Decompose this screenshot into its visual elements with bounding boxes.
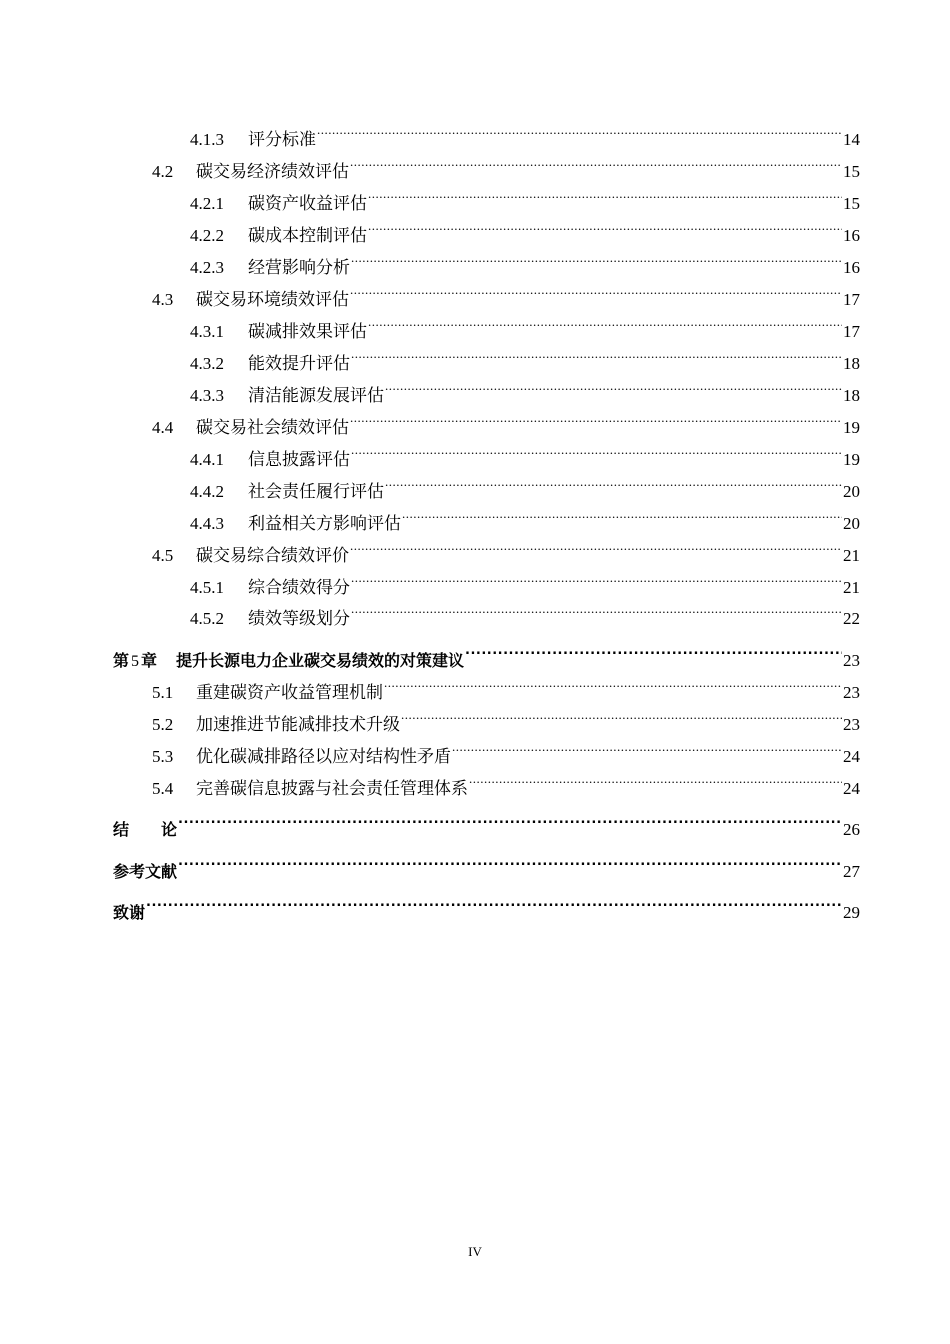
toc-entry-number: 4.5.2 xyxy=(190,609,224,628)
dot-leader xyxy=(351,345,842,369)
toc-entry-title: 碳资产收益评估 xyxy=(248,194,367,213)
dot-leader xyxy=(350,153,842,177)
toc-entry-number: 5.4 xyxy=(152,779,174,798)
toc-entry-page: 23 xyxy=(843,715,860,734)
dot-leader xyxy=(385,377,842,401)
toc-entry-number: 4.3.3 xyxy=(190,386,224,405)
toc-entry-page: 16 xyxy=(843,226,860,245)
toc-entry-title: 综合绩效得分 xyxy=(248,578,350,597)
toc-entry[interactable] xyxy=(113,894,860,922)
toc-entry-title: 利益相关方影响评估 xyxy=(248,514,401,533)
toc-entry-page: 22 xyxy=(843,609,860,628)
toc-entry-number: 4.2.2 xyxy=(190,226,224,245)
toc-entry-page: 24 xyxy=(843,747,860,766)
toc-entry-number: 4.2.1 xyxy=(190,194,224,213)
toc-entry-title: 绩效等级划分 xyxy=(248,609,350,628)
dot-leader xyxy=(465,642,842,666)
toc-entry-title: 评分标准 xyxy=(248,130,316,149)
toc-entry-title: 参考文献 xyxy=(113,862,178,881)
toc-entry-number: 4.4.1 xyxy=(190,450,224,469)
chapter-suffix: 章 xyxy=(141,651,158,670)
dot-leader xyxy=(350,537,842,561)
toc-entry-page: 15 xyxy=(843,194,860,213)
toc-entry-title: 致谢 xyxy=(113,903,146,922)
toc-entry[interactable] xyxy=(190,121,860,149)
toc-entry-title: 重建碳资产收益管理机制 xyxy=(196,683,383,702)
dot-leader xyxy=(317,121,842,145)
toc-entry[interactable] xyxy=(190,313,860,341)
toc-entry[interactable] xyxy=(152,409,860,437)
toc-entry[interactable] xyxy=(190,217,860,245)
toc-entry-number: 4.4.2 xyxy=(190,482,224,501)
toc-entry-page: 21 xyxy=(843,546,860,565)
dot-leader xyxy=(384,674,842,698)
toc-entry-page: 24 xyxy=(843,779,860,798)
dot-leader xyxy=(146,894,842,918)
toc-entry-page: 29 xyxy=(843,903,860,922)
dot-leader xyxy=(350,409,842,433)
toc-entry-number: 5.3 xyxy=(152,747,174,766)
dot-leader xyxy=(351,441,842,465)
dot-leader xyxy=(351,600,842,624)
toc-entry[interactable] xyxy=(152,281,860,309)
toc-entry-page: 17 xyxy=(843,322,860,341)
toc-entry-page: 20 xyxy=(843,482,860,501)
toc-entry-page: 23 xyxy=(843,651,860,670)
toc-entry-page: 19 xyxy=(843,418,860,437)
toc-entry-number: 4.3 xyxy=(152,290,174,309)
toc-entry-page: 19 xyxy=(843,450,860,469)
toc-entry[interactable] xyxy=(152,537,860,565)
toc-entry-page: 20 xyxy=(843,514,860,533)
toc-entry-page: 16 xyxy=(843,258,860,277)
dot-leader xyxy=(350,281,842,305)
toc-entry-title: 结 论 xyxy=(113,820,178,839)
toc-entry[interactable] xyxy=(190,473,860,501)
dot-leader xyxy=(401,706,842,730)
toc-entry[interactable] xyxy=(190,569,860,597)
toc-entry-page: 27 xyxy=(843,862,860,881)
toc-entry-title: 能效提升评估 xyxy=(248,354,350,373)
toc-entry[interactable] xyxy=(152,153,860,181)
toc-entry[interactable] xyxy=(190,377,860,405)
toc-entry-number: 4.3.2 xyxy=(190,354,224,373)
toc-entry-page: 17 xyxy=(843,290,860,309)
toc-entry-title: 加速推进节能减排技术升级 xyxy=(196,715,400,734)
toc-entry-number: 4.4.3 xyxy=(190,514,224,533)
toc-entry-page: 21 xyxy=(843,578,860,597)
toc-entry-title: 碳成本控制评估 xyxy=(248,226,367,245)
toc-entry[interactable] xyxy=(113,853,860,881)
dot-leader xyxy=(178,853,842,877)
dot-leader xyxy=(368,217,842,241)
toc-entry[interactable] xyxy=(152,674,860,702)
toc-entry[interactable] xyxy=(190,505,860,533)
toc-entry[interactable] xyxy=(190,441,860,469)
chapter-prefix: 第 xyxy=(113,651,130,670)
toc-entry-number: 5.2 xyxy=(152,715,174,734)
dot-leader xyxy=(351,569,842,593)
toc-entry-page: 14 xyxy=(843,130,860,149)
toc-entry-title: 提升长源电力企业碳交易绩效的对策建议 xyxy=(176,651,465,670)
toc-entry-page: 18 xyxy=(843,354,860,373)
toc-entry-number: 4.3.1 xyxy=(190,322,224,341)
toc-entry-number: 4.2 xyxy=(152,162,174,181)
toc-entry-page: 26 xyxy=(843,820,860,839)
dot-leader xyxy=(452,738,842,762)
toc-entry[interactable] xyxy=(152,706,860,734)
toc-entry[interactable] xyxy=(113,642,860,670)
dot-leader xyxy=(469,770,842,794)
dot-leader xyxy=(178,811,842,835)
toc-entry[interactable] xyxy=(190,345,860,373)
toc-entry-title: 优化碳减排路径以应对结构性矛盾 xyxy=(196,747,451,766)
dot-leader xyxy=(368,185,842,209)
toc-entry-title: 完善碳信息披露与社会责任管理体系 xyxy=(196,779,468,798)
toc-entry-title: 清洁能源发展评估 xyxy=(248,386,384,405)
toc-entry[interactable] xyxy=(190,185,860,213)
toc-entry-title: 碳交易环境绩效评估 xyxy=(196,290,349,309)
toc-entry[interactable] xyxy=(152,770,860,798)
toc-entry-title: 经营影响分析 xyxy=(248,258,350,277)
dot-leader xyxy=(351,249,842,273)
chapter-number: 5 xyxy=(131,653,140,670)
toc-entry-page: 15 xyxy=(843,162,860,181)
toc-entry-number: 4.5 xyxy=(152,546,174,565)
toc-entry[interactable] xyxy=(190,249,860,277)
toc-entry[interactable] xyxy=(113,811,860,839)
toc-entry-title: 碳交易经济绩效评估 xyxy=(196,162,349,181)
toc-entry-number: 4.2.3 xyxy=(190,258,224,277)
toc-entry-title: 碳减排效果评估 xyxy=(248,322,367,341)
page-number: IV xyxy=(468,1244,482,1259)
dot-leader xyxy=(385,473,842,497)
toc-entry-title: 社会责任履行评估 xyxy=(248,482,384,501)
toc-entry-number: 4.4 xyxy=(152,418,174,437)
toc-entry-number: 4.5.1 xyxy=(190,578,224,597)
toc-entry-number: 5.1 xyxy=(152,683,174,702)
toc-entry-title: 信息披露评估 xyxy=(248,450,350,469)
toc-entry-page: 18 xyxy=(843,386,860,405)
toc-entry-page: 23 xyxy=(843,683,860,702)
toc-entry-title: 碳交易社会绩效评估 xyxy=(196,418,349,437)
dot-leader xyxy=(402,505,842,529)
toc-entry[interactable] xyxy=(190,600,860,628)
toc-entry-title: 碳交易综合绩效评价 xyxy=(196,546,349,565)
toc-entry[interactable] xyxy=(152,738,860,766)
dot-leader xyxy=(368,313,842,337)
toc-entry-number: 4.1.3 xyxy=(190,130,224,149)
